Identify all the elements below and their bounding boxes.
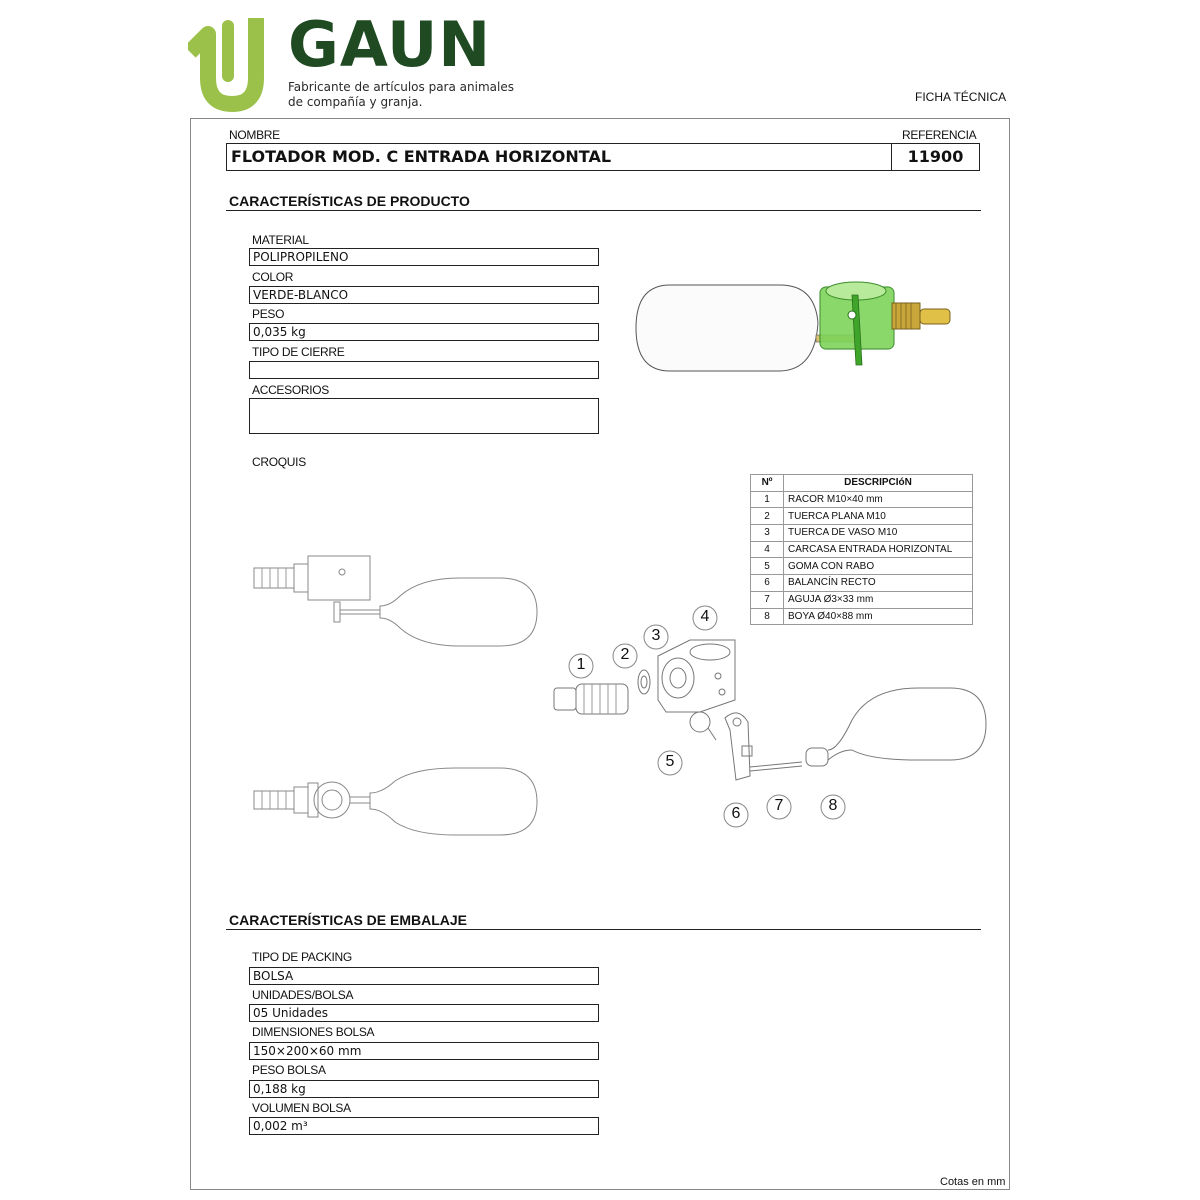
part-number: 8	[751, 608, 784, 625]
name-label: NOMBRE	[229, 128, 280, 142]
parts-table	[750, 474, 973, 625]
field-value-bag-weight: 0,188 kg	[249, 1080, 599, 1098]
part-description: TUERCA DE VASO M10	[784, 525, 973, 542]
parts-header-number: Nº	[751, 475, 784, 492]
part-description: TUERCA PLANA M10	[784, 508, 973, 525]
ref-label: REFERENCIA	[902, 128, 977, 142]
table-row	[751, 525, 973, 542]
callout-4: 4	[700, 608, 710, 625]
callout-2: 2	[620, 646, 630, 663]
field-label-cierre: TIPO DE CIERRE	[252, 345, 345, 359]
part-description: BALANCÍN RECTO	[784, 575, 973, 592]
table-row	[751, 608, 973, 625]
part-description: GOMA CON RABO	[784, 558, 973, 575]
field-value-volume: 0,002 m³	[249, 1117, 599, 1135]
field-label-dimensions: DIMENSIONES BOLSA	[252, 1025, 375, 1039]
product-section-title: CARACTERÍSTICAS DE PRODUCTO	[229, 193, 470, 209]
table-row	[751, 558, 973, 575]
field-label-units: UNIDADES/BOLSA	[252, 988, 354, 1002]
part-number: 3	[751, 525, 784, 542]
field-value-color: VERDE-BLANCO	[249, 286, 599, 304]
product-name: FLOTADOR MOD. C ENTRADA HORIZONTAL	[226, 143, 892, 171]
field-label-packing-type: TIPO DE PACKING	[252, 950, 352, 964]
field-value-packing-type: BOLSA	[249, 967, 599, 985]
part-number: 1	[751, 491, 784, 508]
part-description: BOYA Ø40×88 mm	[784, 608, 973, 625]
table-row	[751, 541, 973, 558]
section-divider	[226, 929, 981, 930]
sketch-label: CROQUIS	[252, 455, 306, 469]
field-label-color: COLOR	[252, 270, 294, 284]
part-number: 7	[751, 591, 784, 608]
packing-section-title: CARACTERÍSTICAS DE EMBALAJE	[229, 912, 468, 928]
field-value-peso: 0,035 kg	[249, 323, 599, 341]
callout-7: 7	[774, 797, 784, 814]
field-label-peso: PESO	[252, 307, 285, 321]
table-row	[751, 508, 973, 525]
field-value-material: POLIPROPILENO	[249, 248, 599, 266]
field-label-accesorios: ACCESORIOS	[252, 383, 330, 397]
field-value-units: 05 Unidades	[249, 1004, 599, 1022]
part-number: 5	[751, 558, 784, 575]
units-note: Cotas en mm	[940, 1176, 1006, 1188]
callout-1: 1	[576, 656, 586, 673]
callout-6: 6	[731, 805, 741, 822]
callout-8: 8	[828, 797, 838, 814]
table-row	[751, 591, 973, 608]
field-label-volume: VOLUMEN BOLSA	[252, 1101, 351, 1115]
part-description: AGUJA Ø3×33 mm	[784, 591, 973, 608]
product-ref: 11900	[891, 143, 980, 171]
field-label-bag-weight: PESO BOLSA	[252, 1063, 326, 1077]
callout-5: 5	[665, 753, 675, 770]
field-label-material: MATERIAL	[252, 233, 309, 247]
callout-3: 3	[651, 627, 661, 644]
field-value-dimensions: 150×200×60 mm	[249, 1042, 599, 1060]
parts-header-description: DESCRIPCIóN	[784, 475, 973, 492]
part-number: 4	[751, 541, 784, 558]
tagline-line-1: Fabricante de artículos para animales	[288, 80, 514, 94]
parts-table-header	[751, 475, 973, 492]
brand-name: GAUN	[288, 8, 492, 81]
part-number: 2	[751, 508, 784, 525]
doc-type: FICHA TÉCNICA	[915, 90, 1007, 104]
table-row	[751, 491, 973, 508]
table-row	[751, 575, 973, 592]
part-description: RACOR M10×40 mm	[784, 491, 973, 508]
part-number: 6	[751, 575, 784, 592]
tagline-line-2: de compañía y granja.	[288, 95, 423, 109]
part-description: CARCASA ENTRADA HORIZONTAL	[784, 541, 973, 558]
